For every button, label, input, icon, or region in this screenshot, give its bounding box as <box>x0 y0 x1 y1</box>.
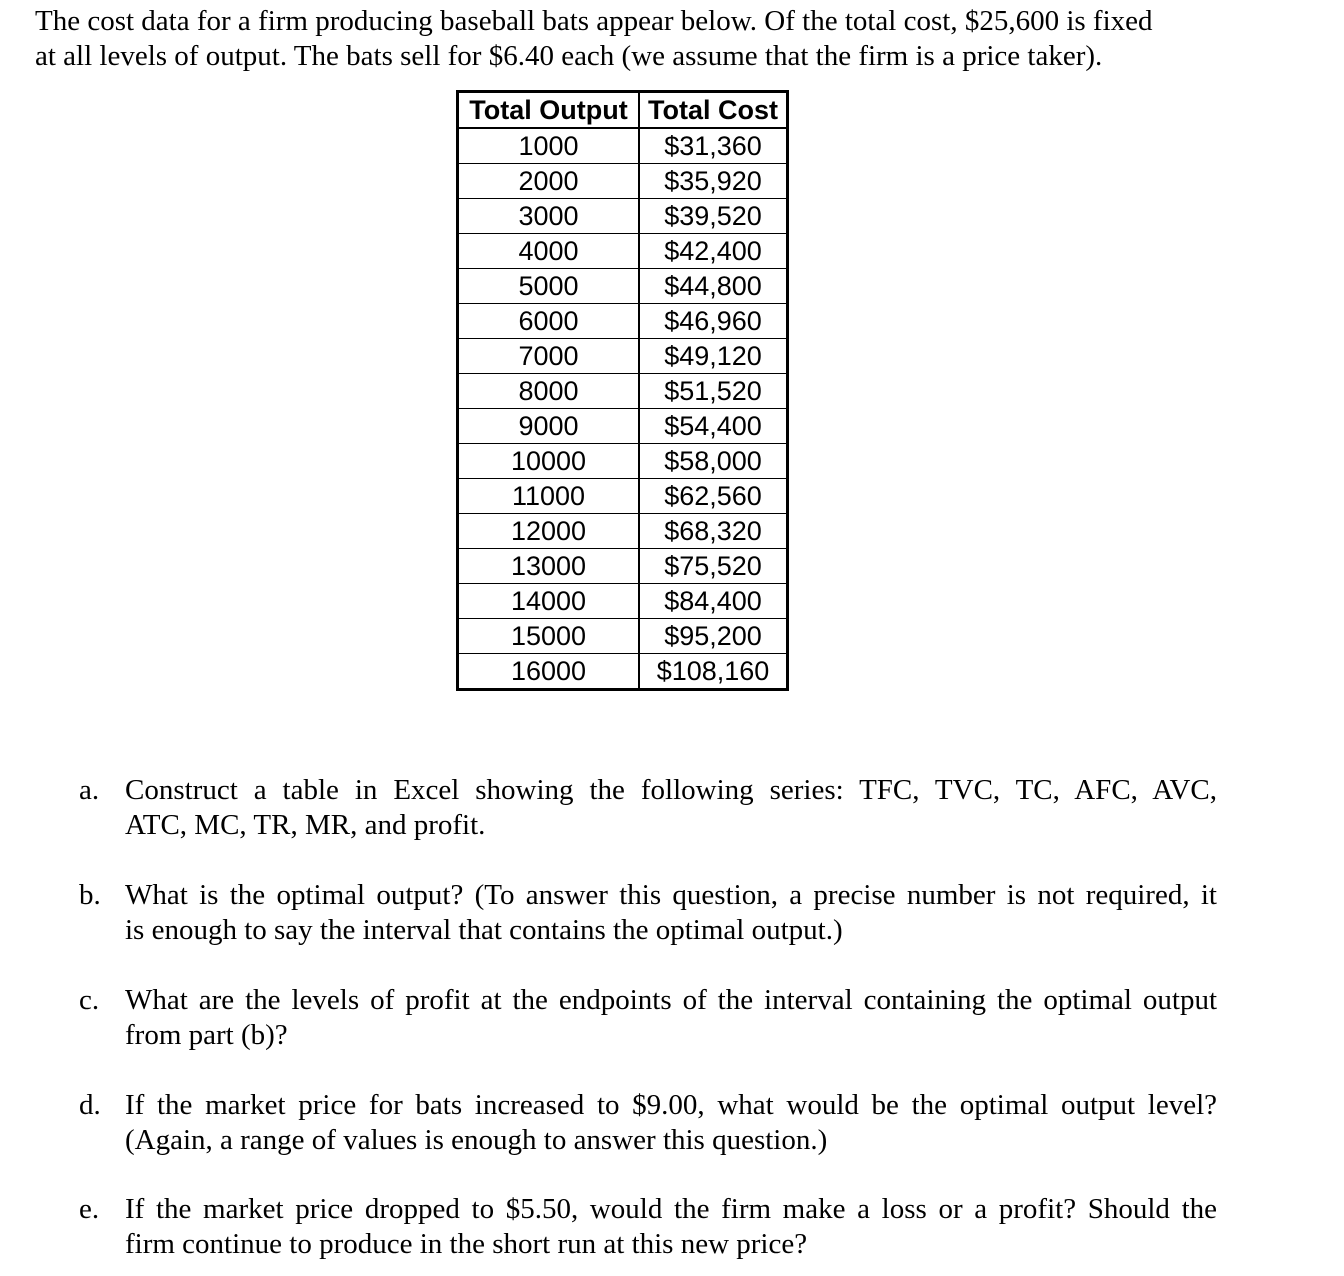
header-total-cost: Total Cost <box>639 92 788 129</box>
output-cell: 16000 <box>458 654 640 690</box>
table-header-row <box>458 92 788 129</box>
table-row <box>458 339 788 374</box>
table-row <box>458 128 788 164</box>
question-letter: a. <box>79 774 100 806</box>
intro-paragraph <box>35 4 1235 74</box>
output-cell: 6000 <box>458 304 640 339</box>
cost-cell: $51,520 <box>639 374 788 409</box>
question-text <box>125 773 1217 843</box>
table-row <box>458 199 788 234</box>
question-line: from part (b)? <box>125 1019 288 1051</box>
question-line: What are the levels of profit at the endpoints of the interval containing the optimal output <box>125 984 1217 1016</box>
question-letter: d. <box>79 1089 101 1121</box>
header-total-output: Total Output <box>458 92 640 129</box>
cost-cell: $44,800 <box>639 269 788 304</box>
output-cell: 1000 <box>458 128 640 164</box>
cost-table <box>456 90 789 691</box>
output-cell: 5000 <box>458 269 640 304</box>
output-cell: 15000 <box>458 619 640 654</box>
table-row <box>458 164 788 199</box>
cost-cell: $49,120 <box>639 339 788 374</box>
question-letter: c. <box>79 984 100 1016</box>
output-cell: 3000 <box>458 199 640 234</box>
table-row <box>458 269 788 304</box>
table-row <box>458 409 788 444</box>
cost-cell: $39,520 <box>639 199 788 234</box>
question-line: If the market price dropped to $5.50, would the firm make a loss or a profit? Should the <box>125 1193 1217 1225</box>
question-letter: b. <box>79 879 101 911</box>
question-text <box>125 1088 1217 1158</box>
cost-cell: $108,160 <box>639 654 788 690</box>
table-row <box>458 374 788 409</box>
intro-line-1: The cost data for a firm producing baseball bats appear below. Of the total cost, $25,600 is fixed <box>35 5 1153 37</box>
question-letter: e. <box>79 1193 100 1225</box>
cost-cell: $62,560 <box>639 479 788 514</box>
cost-cell: $46,960 <box>639 304 788 339</box>
output-cell: 7000 <box>458 339 640 374</box>
output-cell: 12000 <box>458 514 640 549</box>
table-row <box>458 234 788 269</box>
cost-cell: $31,360 <box>639 128 788 164</box>
cost-cell: $95,200 <box>639 619 788 654</box>
question-line: If the market price for bats increased to $9.00, what would be the optimal output level? <box>125 1089 1217 1121</box>
table-row <box>458 514 788 549</box>
cost-cell: $35,920 <box>639 164 788 199</box>
output-cell: 11000 <box>458 479 640 514</box>
table-row <box>458 619 788 654</box>
cost-cell: $42,400 <box>639 234 788 269</box>
intro-line-2: at all levels of output. The bats sell for $6.40 each (we assume that the firm is a price taker). <box>35 40 1103 72</box>
question-text <box>125 983 1217 1053</box>
output-cell: 9000 <box>458 409 640 444</box>
table-row <box>458 444 788 479</box>
table-row <box>458 584 788 619</box>
question-text <box>125 878 1217 948</box>
cost-cell: $68,320 <box>639 514 788 549</box>
output-cell: 8000 <box>458 374 640 409</box>
cost-cell: $84,400 <box>639 584 788 619</box>
question-line: firm continue to produce in the short run at this new price? <box>125 1228 808 1260</box>
output-cell: 13000 <box>458 549 640 584</box>
table-row <box>458 304 788 339</box>
table-row <box>458 654 788 690</box>
cost-cell: $54,400 <box>639 409 788 444</box>
question-line: (Again, a range of values is enough to answer this question.) <box>125 1124 828 1156</box>
output-cell: 4000 <box>458 234 640 269</box>
cost-cell: $58,000 <box>639 444 788 479</box>
question-line: Construct a table in Excel showing the following series: TFC, TVC, TC, AFC, AVC, <box>125 774 1217 806</box>
output-cell: 14000 <box>458 584 640 619</box>
table-row <box>458 549 788 584</box>
question-text <box>125 1192 1217 1262</box>
cost-cell: $75,520 <box>639 549 788 584</box>
output-cell: 2000 <box>458 164 640 199</box>
question-line: What is the optimal output? (To answer this question, a precise number is not required, it <box>125 879 1217 911</box>
question-line: ATC, MC, TR, MR, and profit. <box>125 809 486 841</box>
table-row <box>458 479 788 514</box>
output-cell: 10000 <box>458 444 640 479</box>
question-line: is enough to say the interval that contains the optimal output.) <box>125 914 843 946</box>
